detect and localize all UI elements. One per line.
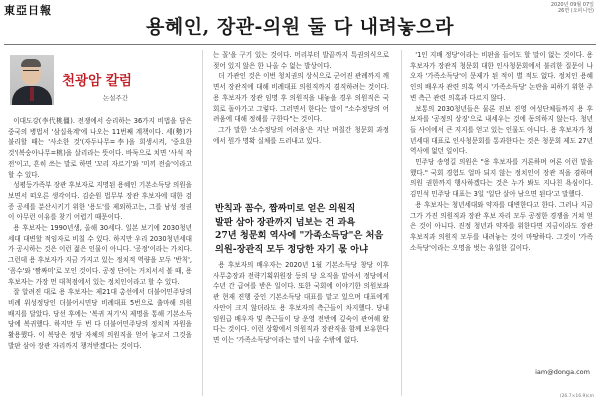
paragraph: 더 가관인 것은 이번 청치권의 상식으로 군어진 관례까지 깨면서 장관직에 대해 비례대표 의원직까지 겸직하려는 것이다. 용 후보자가 장관 임명 후 의원직을 내놓을 경우 의원직은 국회로 돌아가고 그렇다. 그러면서 한다는 말이 "소수정당의 어려움에 대해 정해를 구한다"는 것이다. [213, 72, 389, 124]
paragraph: 용 후보자는 1990년생, 올해 30세다. 일본 보기에 2030청년세대 대변할 적임자로 비칠 수 있다. 하지만 우리 2030청년세대가 공시하는 것은 이런 젊은 인물이 아니다. '공정'이라는 가치다. 그런데 용 후보자가 지금 가지고 있는 정치적 역량을 모두 '반칙', '꼼수'와 '짬짜미'로 모인 것이다. 공정 단어는 거치서서 볼 때, 용 후보자는 가장 먼 대척점에서 있는 정치인이라고 할 수 있다. [8, 224, 192, 286]
column-title: 천광암 칼럼 [62, 73, 132, 89]
pull-quote-line: 반칙과 꼼수, 짬짜미로 얻은 의원직 [215, 203, 356, 214]
paragraph: 보통의 2030청년들은 물론 진보 진영 여성단체들까지 용 후보자를 '공정의 상징'으로 내세우는 것에 동의하지 않는다. 청년들 사이에서 큰 지지를 얻고 있는 인물도 아니다. 용 후보자가 청년세대 대표로 인사청문회를 통과한다는 것은 청문회 제도 27년 역사에 없던 일이다. [410, 104, 593, 156]
columnist-photo [10, 55, 54, 105]
page-section: 26면 (오피니언) [557, 8, 594, 14]
pull-quote [215, 202, 397, 255]
pull-quote-line: 27년 청문회 역사에 "가족소득당"은 처음 [215, 230, 384, 241]
paragraph: 용 후보자는 청년세대와 약자를 대변한다고 한다. 그러나 지금 그가 가진 의원직과 장관 후보 자리 모두 공정한 경쟁을 거쳐 얻은 것이 아니다. 진정 청년과 약자를 위한다면 지금이라도 장관 후보직과 의원직 모두를 내려놓는 것이 마땅하다. 그것이 '가족소득당'이라는 오명을 벗는 유일한 길이다. [410, 200, 593, 252]
article-headline: 용혜인, 장관-의원 둘 다 내려놓으라 [146, 16, 454, 38]
paragraph: 그가 말한 '소수정당의 어려움'은 지난 며칠간 청문회 과정에서 뭔가 명확 실체를 드러내고 있다. [213, 125, 389, 145]
paragraph: 성평등가족부 장관 후보자로 지명된 용혜인 기본소득당 의원을 보면서 떠오른 생각이다. 김순원 법무부 장관 후보자에 대한 검증 공세를 분산시키기 위한 '용도'를 제외하고는, 그를 남성 정권이 아무런 이유를 찾기 어렵기 때문이다. [8, 181, 192, 222]
pull-quote-line: 발판 삼아 장관까지 넘보는 건 과욕 [215, 216, 356, 228]
headline-rule [4, 44, 596, 45]
columnist-box [10, 55, 155, 107]
column-divider [401, 50, 402, 396]
paragraph: 용 후보자의 배우자는 2020년 1월 기본소득당 창당 이후 사무총장과 전략기획위원장 등의 당 요직을 맡아서 정당에서 수년 간 급여를 받은 일이다. 또한 국회에 이야기한 의원보좌관 현재 진행 중인 기본소득당 대표를 맡고 있으며 대표에게 사안이 크지 않더라도 용 후보자의 측근들이 차지했다. 당내 임원급 배우자 및 측근들이 당 운영 전반에 깊숙이 관여해 왔다는 것이다. 이런 상황에서 의원직과 장관직을 함께 보유한다면 이는 '가족소득당'이라는 말이 나올 수밖에 없다. [213, 261, 389, 344]
paragraph: 이대도강(李代桃僵). 전쟁에서 승리하는 36가지 비법을 담은 중국의 병법서 '삼십육계'에 나오는 11번째 계책이다. 세(勢)가 불리할 때는 '사소한 것'(자두나무=李)을 희생시켜, '중요한 것'(복숭아나무=桃)을 살리라는 뜻이다. 바둑으로 치면 '사석 작전'이고, 흔히 쓰는 말로 하면 '꼬리 자르기'와 '미끼 전술'이라고 할 수 있다. [8, 117, 192, 179]
article-column-1 [8, 116, 192, 398]
article-column-2-bottom [213, 260, 389, 400]
article-size-code: (26.7×16.9)cm [559, 394, 594, 399]
columnist-role: 논설주간 [103, 94, 129, 102]
paragraph: 민주당 송영길 의원은 "용 후보자를 거론하며 여론 이런 말을 했다." 국회 경험도 얼마 되지 않는 정치인이 장관 직을 겸하며 의원 권한까지 행사하겠다는 것은 누가 봐도 지나친 욕심이다. 김민석 민주당 대표는 3일 '일단 살아 남으면 된다'고 말했다. [410, 158, 593, 199]
paragraph: 는 꼴'을 구기 있는 것이다. 머리부터 발끝까지 특권의식으로 젖어 있지 않은 한 나올 수 없는 발상이다. [213, 51, 389, 70]
column-divider [202, 50, 203, 396]
date-line: 2020년 09월 07일 [550, 2, 594, 8]
article-column-3 [410, 50, 593, 364]
author-email: iam@donga.com [535, 368, 590, 376]
paragraph: 잘 알려진 대로 용 후보자는 제21대 총선에서 더불어민주당의 비례 위성정당인 더불어시민당 비례대표 5번으로 출마해 의원 배지를 달았다. 당선 후에는 '복귀 저기'식 제명을 통해 기본소득당에 복귀했다. 하지만 두 번 다 더불어민주당의 정치적 자원을 활용했다. 이 복당은 정당 자체의 의원직을 얻어 놓고서 그것을 발판 삼아 장관 자리까지 챙겨받겠다는 것이다. [8, 288, 192, 350]
newspaper-masthead: 東亞日報 [4, 4, 52, 17]
paragraph: '1인 지배 정당'이라는 비판을 들어도 할 말이 없는 것이다. 용 후보자가 장관직 청문회 대한 인사청문회에서 불리한 질문이 나오자 '가족소득당'이 문제가 된 적이 별 적도 없다. 정치인 용혜인의 배우자 관련 의혹 역시 '가족소득당' 논란을 피하기 위한 주변 측근 관련 의혹과 다르지 않다. [410, 51, 593, 102]
article-column-2-top [213, 50, 389, 200]
pull-quote-line: 의원-장관직 모두 정당한 자기 몫 아냐 [215, 243, 368, 255]
